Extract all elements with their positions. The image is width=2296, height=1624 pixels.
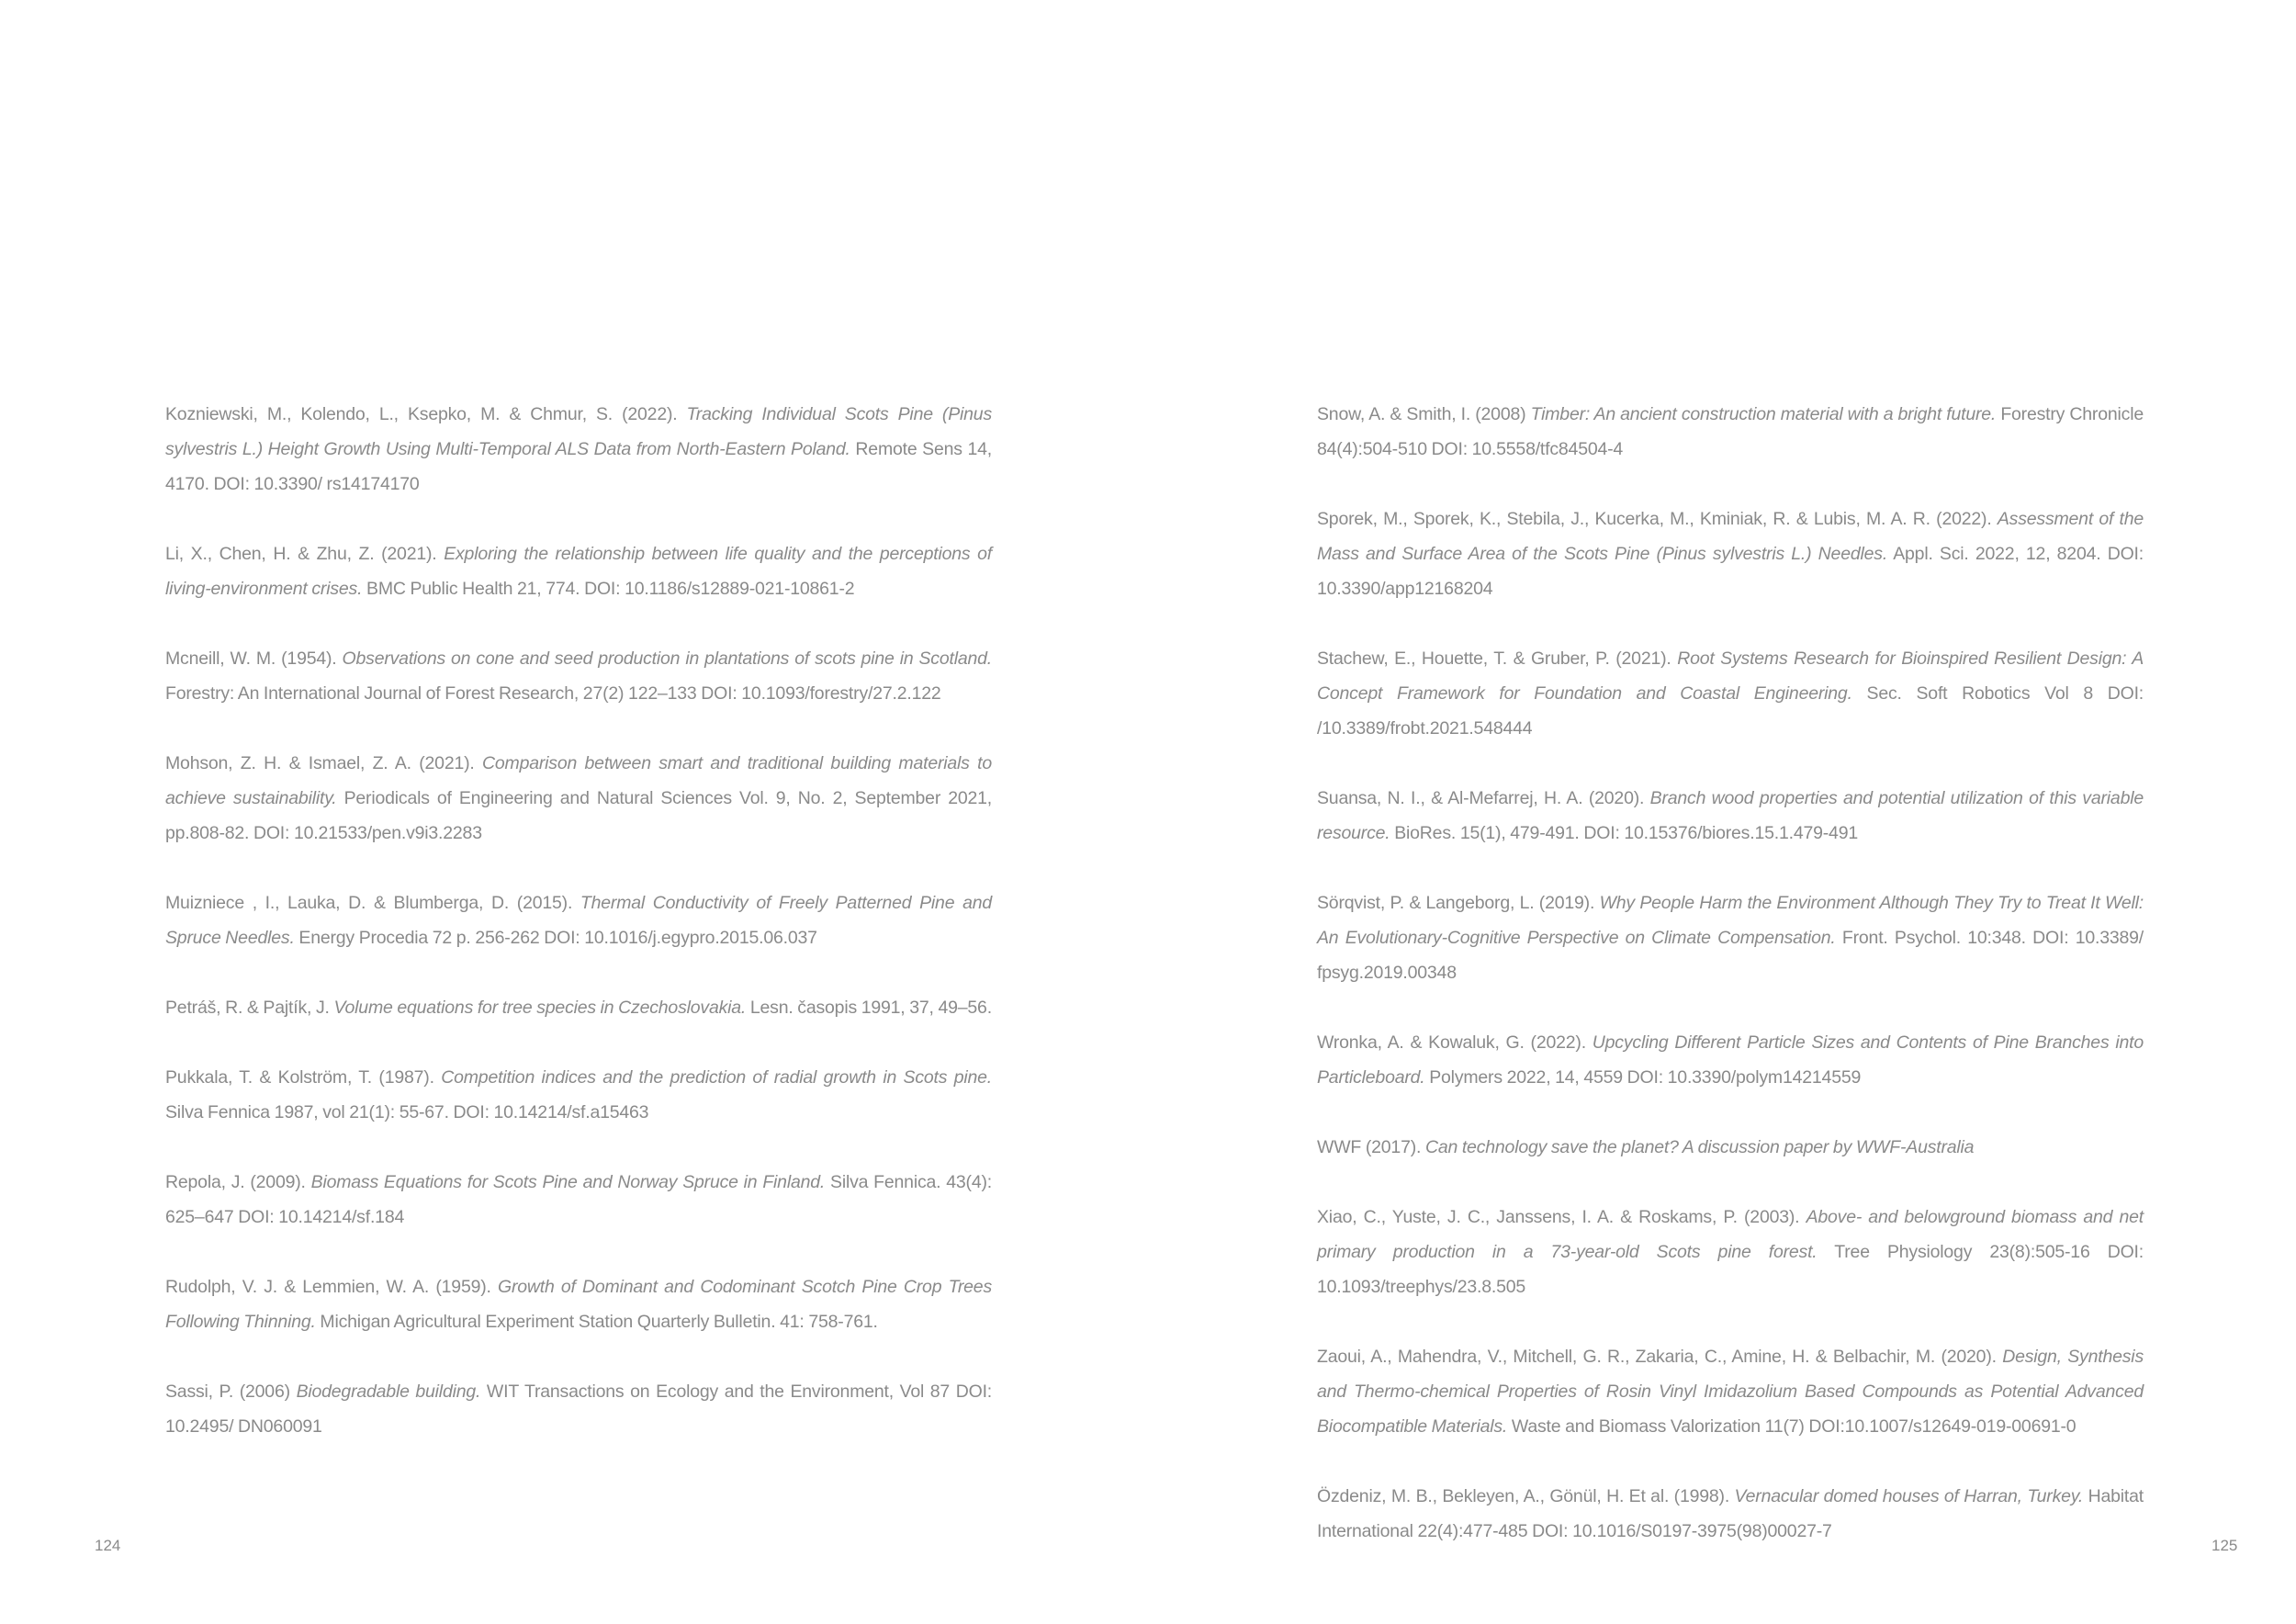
ref-title: Branch wood properties and potential utilization of this variable resource. <box>1317 788 2144 843</box>
page-number-left: 124 <box>95 1537 121 1554</box>
page-number-right: 125 <box>2212 1537 2238 1554</box>
reference-entry <box>165 1060 992 1130</box>
reference-entry <box>165 536 992 606</box>
ref-title: Competition indices and the prediction of radial growth in Scots pine. <box>441 1067 992 1088</box>
ref-authors: Li, X., Chen, H. & Zhu, Z. (2021). <box>165 544 445 564</box>
ref-source: BMC Public Health 21, 774. DOI: 10.1186/s12889-021-10861-2 <box>362 579 855 599</box>
ref-title: Can technology save the planet? A discussion paper by WWF-Australia <box>1424 1137 1975 1157</box>
ref-source: Remote Sens 14, 4170. DOI: 10.3390/ rs14174170 <box>165 439 992 494</box>
reference-entry <box>1317 885 2144 990</box>
ref-authors: Snow, A. & Smith, I. (2008) <box>1317 404 1531 424</box>
ref-source: Tree Physiology 23(8):505-16 DOI: 10.1093/treephys/23.8.505 <box>1317 1242 2144 1297</box>
reference-entry <box>165 746 992 851</box>
reference-entry <box>165 990 992 1025</box>
reference-entry <box>1317 1479 2144 1549</box>
ref-authors: Sassi, P. (2006) <box>165 1382 297 1402</box>
ref-title: Upcycling Different Particle Sizes and Contents of Pine Branches into Particleboard. <box>1317 1032 2144 1088</box>
left-page-references <box>165 397 992 1479</box>
reference-entry <box>1317 502 2144 606</box>
reference-entry <box>1317 1339 2144 1444</box>
ref-title: Exploring the relationship between life quality and the perceptions of living-environment crises. <box>165 544 993 599</box>
reference-entry <box>1317 1130 2144 1165</box>
ref-source: Appl. Sci. 2022, 12, 8204. DOI: 10.3390/app12168204 <box>1317 544 2144 599</box>
ref-title: Thermal Conductivity of Freely Patterned Pine and Spruce Needles. <box>165 893 993 948</box>
ref-authors: Mohson, Z. H. & Ismael, Z. A. (2021). <box>165 753 483 773</box>
ref-source: Front. Psychol. 10:348. DOI: 10.3389/ fpsyg.2019.00348 <box>1317 928 2144 983</box>
ref-source: WIT Transactions on Ecology and the Environment, Vol 87 DOI: 10.2495/ DN060091 <box>165 1382 993 1437</box>
ref-title: Design, Synthesis and Thermo-chemical Properties of Rosin Vinyl Imidazolium Based Compounds as Potential Advanced Biocompatible Materials. <box>1317 1347 2144 1437</box>
ref-authors: Mcneill, W. M. (1954). <box>165 648 343 669</box>
ref-source: Lesn. časopis 1991, 37, 49–56. <box>746 998 992 1018</box>
reference-entry <box>165 1269 992 1339</box>
reference-entry <box>1317 397 2144 467</box>
ref-title: Growth of Dominant and Codominant Scotch Pine Crop Trees Following Thinning. <box>165 1277 992 1332</box>
ref-source: Periodicals of Engineering and Natural Sciences Vol. 9, No. 2, September 2021, pp.808-82. DOI: 10.21533/pen.v9i3.2283 <box>165 788 993 843</box>
reference-entry <box>165 1374 992 1444</box>
ref-source: Habitat International 22(4):477-485 DOI: 10.1016/S0197-3975(98)00027-7 <box>1317 1486 2144 1541</box>
ref-authors: Sörqvist, P. & Langeborg, L. (2019). <box>1317 893 1600 913</box>
ref-authors: Özdeniz, M. B., Bekleyen, A., Gönül, H. Et al. (1998). <box>1317 1486 1735 1506</box>
ref-title: Vernacular domed houses of Harran, Turkey. <box>1734 1486 2084 1506</box>
ref-title: Comparison between smart and traditional building materials to achieve sustainability. <box>165 753 992 808</box>
ref-authors: Wronka, A. & Kowaluk, G. (2022). <box>1317 1032 1593 1053</box>
ref-authors: Stachew, E., Houette, T. & Gruber, P. (2021). <box>1317 648 1678 669</box>
ref-authors: Pukkala, T. & Kolström, T. (1987). <box>165 1067 442 1088</box>
ref-title: Volume equations for tree species in Czechoslovakia. <box>333 998 747 1018</box>
reference-entry <box>1317 641 2144 746</box>
ref-authors: Xiao, C., Yuste, J. C., Janssens, I. A. & Roskams, P. (2003). <box>1317 1207 1806 1227</box>
right-page-references <box>1317 397 2144 1584</box>
ref-authors: Sporek, M., Sporek, K., Stebila, J., Kucerka, M., Kminiak, R. & Lubis, M. A. R. (2022). <box>1317 509 1998 529</box>
ref-authors: Rudolph, V. J. & Lemmien, W. A. (1959). <box>165 1277 498 1297</box>
reference-entry <box>165 1165 992 1235</box>
ref-authors: Kozniewski, M., Kolendo, L., Ksepko, M. & Chmur, S. (2022). <box>165 404 687 424</box>
ref-title: Tracking Individual Scots Pine (Pinus sylvestris L.) Height Growth Using Multi-Temporal ALS Data from North-Eastern Poland. <box>165 404 992 459</box>
reference-entry <box>165 885 992 955</box>
ref-authors: Suansa, N. I., & Al-Mefarrej, H. A. (2020). <box>1317 788 1650 808</box>
reference-entry <box>165 397 992 502</box>
ref-authors: Petráš, R. & Pajtík, J. <box>165 998 334 1018</box>
ref-authors: WWF (2017). <box>1317 1137 1425 1157</box>
ref-title: Biodegradable building. <box>296 1382 481 1402</box>
ref-title: Assessment of the Mass and Surface Area of the Scots Pine (Pinus sylvestris L.) Needles. <box>1317 509 2144 564</box>
ref-title: Root Systems Research for Bioinspired Resilient Design: A Concept Framework for Foundation and Coastal Engineering. <box>1317 648 2144 704</box>
reference-entry <box>1317 1025 2144 1095</box>
ref-title: Observations on cone and seed production in plantations of scots pine in Scotland. <box>342 648 992 669</box>
ref-source: Forestry: An International Journal of Forest Research, 27(2) 122–133 DOI: 10.1093/forestry/27.2.122 <box>165 683 941 704</box>
ref-authors: Repola, J. (2009). <box>165 1172 311 1192</box>
ref-source: Energy Procedia 72 p. 256-262 DOI: 10.1016/j.egypro.2015.06.037 <box>294 928 817 948</box>
reference-entry <box>165 641 992 711</box>
ref-source: Waste and Biomass Valorization 11(7) DOI:10.1007/s12649-019-00691-0 <box>1507 1416 2077 1437</box>
ref-source: Forestry Chronicle 84(4):504-510 DOI: 10.5558/tfc84504-4 <box>1317 404 2144 459</box>
ref-authors: Zaoui, A., Mahendra, V., Mitchell, G. R., Zakaria, C., Amine, H. & Belbachir, M. (2020). <box>1317 1347 2003 1367</box>
ref-title: Above- and belowground biomass and net primary production in a 73-year-old Scots pine forest. <box>1317 1207 2144 1262</box>
ref-source: Polymers 2022, 14, 4559 DOI: 10.3390/polym14214559 <box>1424 1067 1862 1088</box>
ref-source: Sec. Soft Robotics Vol 8 DOI: /10.3389/frobt.2021.548444 <box>1317 683 2144 739</box>
ref-title: Biomass Equations for Scots Pine and Norway Spruce in Finland. <box>310 1172 826 1192</box>
reference-entry <box>1317 1200 2144 1304</box>
ref-source: Silva Fennica. 43(4): 625–647 DOI: 10.14214/sf.184 <box>165 1172 993 1227</box>
reference-entry <box>1317 781 2144 851</box>
ref-title: Why People Harm the Environment Although They Try to Treat It Well: An Evolutionary-Cognitive Perspective on Climate Compensation. <box>1317 893 2144 948</box>
ref-source: Michigan Agricultural Experiment Station Quarterly Bulletin. 41: 758-761. <box>315 1312 878 1332</box>
ref-source: BioRes. 15(1), 479-491. DOI: 10.15376/biores.15.1.479-491 <box>1390 823 1858 843</box>
ref-title: Timber: An ancient construction material with a bright future. <box>1530 404 1997 424</box>
ref-authors: Muizniece , I., Lauka, D. & Blumberga, D. (2015). <box>165 893 580 913</box>
ref-source: Silva Fennica 1987, vol 21(1): 55-67. DOI: 10.14214/sf.a15463 <box>165 1102 649 1122</box>
